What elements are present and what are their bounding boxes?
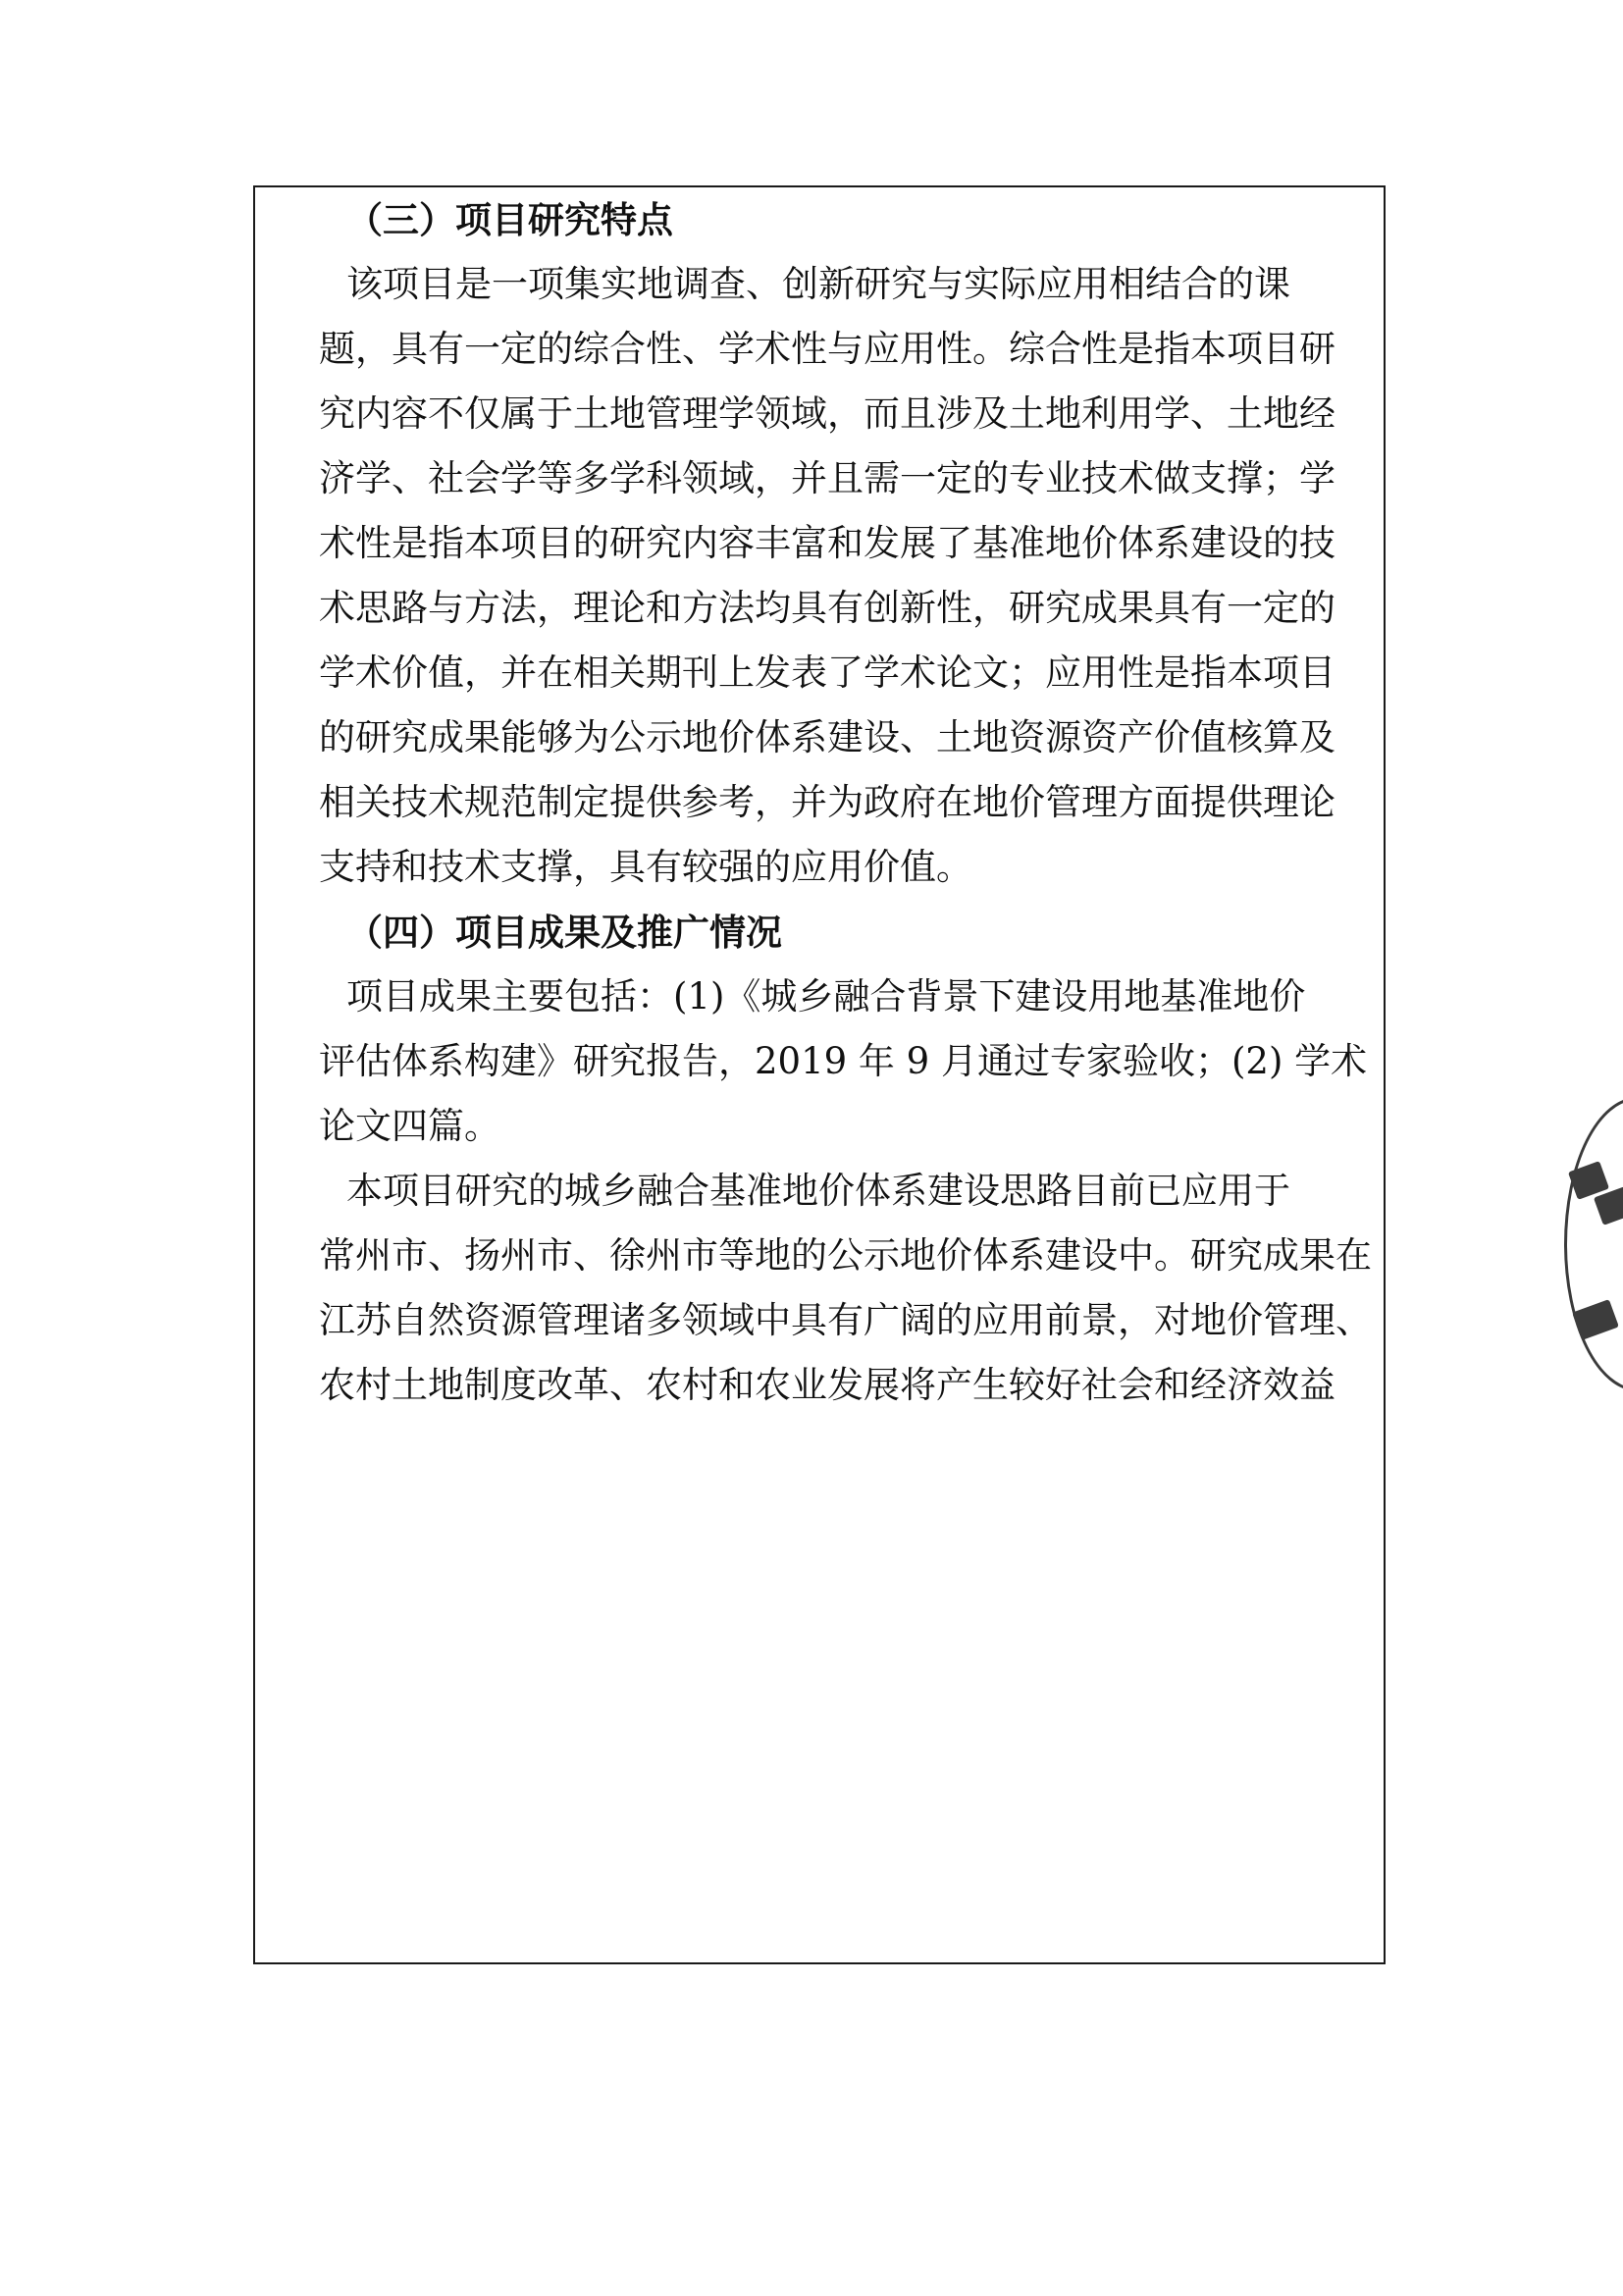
paragraph-line: 农村土地制度改革、农村和农业发展将产生较好社会和经济效益 (319, 1364, 1335, 1406)
paragraph-line: 该项目是一项集实地调查、创新研究与实际应用相结合的课 (346, 263, 1290, 305)
seal-stamp-icon (1558, 1097, 1623, 1391)
section-3-heading: （三）项目研究特点 (346, 198, 673, 241)
paragraph-line: 题，具有一定的综合性、学术性与应用性。综合性是指本项目研 (319, 328, 1335, 370)
paragraph-line: 术思路与方法，理论和方法均具有创新性，研究成果具有一定的 (319, 587, 1335, 629)
paragraph-line: 术性是指本项目的研究内容丰富和发展了基准地价体系建设的技 (319, 522, 1335, 564)
paragraph-line: 论文四篇。 (319, 1105, 500, 1147)
paragraph-line: 常州市、扬州市、徐州市等地的公示地价体系建设中。研究成果在 (319, 1234, 1372, 1277)
paragraph-line: 本项目研究的城乡融合基准地价体系建设思路目前已应用于 (346, 1170, 1290, 1212)
paragraph-line: 评估体系构建》研究报告，2019 年 9 月通过专家验收；(2) 学术 (319, 1040, 1368, 1082)
paragraph-line: 相关技术规范制定提供参考，并为政府在地价管理方面提供理论 (319, 781, 1335, 823)
section-4-heading: （四）项目成果及推广情况 (346, 911, 782, 954)
paragraph-line: 学术价值，并在相关期刊上发表了学术论文；应用性是指本项目 (319, 652, 1335, 694)
paragraph-line: 济学、社会学等多学科领域，并且需一定的专业技术做支撑；学 (319, 457, 1335, 499)
paragraph-line: 究内容不仅属于土地管理学领域，而且涉及土地利用学、土地经 (319, 392, 1335, 435)
paragraph-line: 支持和技术支撑，具有较强的应用价值。 (319, 846, 972, 888)
paragraph-line: 项目成果主要包括：(1)《城乡融合背景下建设用地基准地价 (346, 975, 1306, 1018)
paragraph-line: 江苏自然资源管理诸多领域中具有广阔的应用前景，对地价管理、 (319, 1299, 1372, 1341)
seal-ring (1564, 1097, 1623, 1391)
paragraph-line: 的研究成果能够为公示地价体系建设、土地资源资产价值核算及 (319, 716, 1335, 758)
